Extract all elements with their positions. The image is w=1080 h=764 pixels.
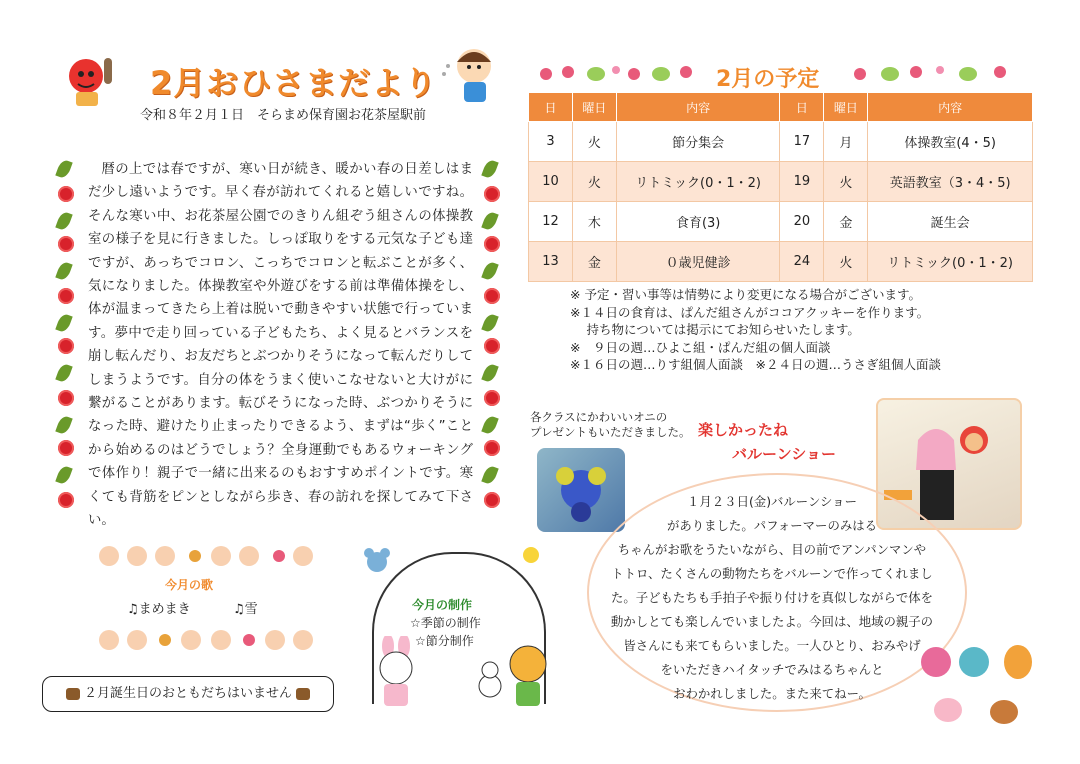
cake-icon [66, 688, 80, 700]
mouse-icon [362, 546, 392, 574]
article-line: 皆さんにも来てもらいました。一人ひとり、おみやげ [623, 638, 921, 653]
issue-dateline: 令和８年２月１日 そらまめ保育園お花茶屋駅前 [140, 108, 427, 123]
article-line: 動かしとても楽しんでいましたよ。今回は、地域の親子の [610, 614, 934, 629]
column-header: 日 [529, 93, 573, 122]
table-cell: 木 [572, 202, 616, 242]
table-cell: 月 [824, 122, 868, 162]
balloon-article [597, 490, 947, 706]
table-cell: 体操教室(4・5) [868, 122, 1033, 162]
cake-icon [296, 688, 310, 700]
table-cell: リトミック(0・1・2) [616, 162, 780, 202]
column-header: 内容 [616, 93, 780, 122]
title-line: バルーンショー [732, 445, 837, 463]
table-cell: 火 [824, 242, 868, 282]
table-cell: 13 [529, 242, 573, 282]
column-header: 内容 [868, 93, 1033, 122]
right-camellia-border [482, 150, 502, 530]
title-line: 楽しかったね [698, 421, 789, 439]
note-line: ※１４日の食育は、ぱんだ組さんがココアクッキーを作ります。 [570, 304, 930, 320]
song-item: ♫まめまき [127, 602, 191, 617]
table-cell: リトミック(0・1・2) [868, 242, 1033, 282]
bird-flower-garland-left [536, 62, 706, 84]
craft-title: 今月の制作 [412, 598, 473, 612]
table-row [529, 122, 1033, 162]
schedule-header-row [529, 93, 1033, 122]
schedule-notes [570, 286, 941, 374]
caption-line: 各クラスにかわいいオニの [530, 410, 668, 424]
table-cell: 金 [572, 242, 616, 282]
article-line: ちゃんがお歌をうたいながら、目の前でアンパンマンや [617, 542, 927, 557]
schedule-title: 2月の予定 [716, 67, 820, 92]
table-cell: ０歳児健診 [616, 242, 780, 282]
table-cell: 20 [780, 202, 824, 242]
table-cell: 24 [780, 242, 824, 282]
schedule-table [528, 92, 1033, 282]
children-garland-bottom [95, 624, 315, 656]
chick-icon [520, 544, 542, 564]
table-row [529, 162, 1033, 202]
article-line: た。子どもたちも手拍子や振り付けを真似しながらで体を [610, 590, 934, 605]
newsletter-title: 2月おひさまだより [150, 64, 438, 102]
balloon-show-title [698, 418, 836, 466]
note-line: ※ ９日の週…ひよこ組・ぱんだ組の個人面談 [570, 339, 831, 355]
boy-illustration [440, 42, 500, 108]
table-cell: 19 [780, 162, 824, 202]
craft-item: ☆節分制作 [415, 634, 474, 648]
balloons-animals-illustration [918, 640, 1038, 730]
photo-caption [530, 410, 691, 440]
table-cell: 火 [572, 162, 616, 202]
article-line: トトロ、たくさんの動物たちをバルーンで作ってくれまし [611, 566, 933, 581]
column-header: 曜日 [572, 93, 616, 122]
birthday-text: ２月誕生日のおともだちはいません [83, 686, 292, 701]
table-cell: 10 [529, 162, 573, 202]
table-cell: 火 [572, 122, 616, 162]
table-row [529, 202, 1033, 242]
note-line: ※ 予定・習い事等は情勢により変更になる場合がございます。 [570, 287, 921, 302]
table-cell: 12 [529, 202, 573, 242]
table-cell: 火 [824, 162, 868, 202]
oni-illustration [58, 52, 120, 108]
article-line: １月２３日(金)バルーンショー [687, 494, 857, 509]
left-camellia-border [56, 150, 76, 530]
table-row [529, 242, 1033, 282]
birthday-box [42, 676, 334, 712]
column-header: 曜日 [824, 93, 868, 122]
note-line: ※１６日の週…りす組個人面談 ※２４日の週…うさぎ組個人面談 [570, 357, 941, 372]
song-title: 今月の歌 [165, 578, 214, 592]
table-cell: 食育(3) [616, 202, 780, 242]
song-item: ♫雪 [233, 602, 258, 617]
table-cell: 誕生会 [868, 202, 1033, 242]
craft-item: ☆季節の制作 [410, 616, 481, 630]
note-line: 持ち物については掲示にてお知らせいたします。 [570, 322, 860, 337]
table-cell: 金 [824, 202, 868, 242]
main-article-text: 暦の上では春ですが、寒い日が続き、暖かい春の日差しはまだ少し遠いようです。早く春が訪れてくれると嬉しいですね。そんな寒い中、お花茶屋公園でのきりん組ぞう組さんの体操教室の様子を見に行きました。しっぽ取りをする元気な子ども達ですが、あっちでコロン、こっちでコロンと転ぶことが多く、気になりました。体操教室や外遊びをする前は準備体操をし、体が温まってきたら上着は脱いで動きやすい状態で行っています。夢中で走り回っている子どもたち、よく見るとバランスを崩し転んだり、お友だちとぶつかりそうになって転んだりしてしまうようです。自分の体をうまく使いこなせないと大けがに繋がることがあります。転びそうになった時、ぶつかりそうになった時、避けたり止まったりできるよう、まずは“歩く”ことから始めるのはどうでしょう？全身運動でもあるウォーキングで体作り！親子で一緒に出来るのもおすすめポイントです。寒くても背筋をピンとしながら歩き、春の訪れを探してみて下さい。 [88, 162, 473, 529]
main-article [88, 158, 473, 533]
article-line: をいただきハイタッチでみはるちゃんと [660, 662, 884, 677]
table-cell: 17 [780, 122, 824, 162]
children-garland-top [95, 540, 315, 572]
column-header: 日 [780, 93, 824, 122]
table-cell: 英語教室（3・4・5) [868, 162, 1033, 202]
table-cell: 節分集会 [616, 122, 780, 162]
article-line: がありました。パフォーマーのみはる [666, 518, 878, 533]
caption-line: プレゼントもいただきました。 [530, 425, 691, 439]
bird-flower-garland-right [850, 62, 1020, 84]
article-line: おわかれしました。また来てねー。 [673, 686, 871, 701]
table-cell: 3 [529, 122, 573, 162]
bunny-snowman-bear-illustration [360, 636, 560, 710]
